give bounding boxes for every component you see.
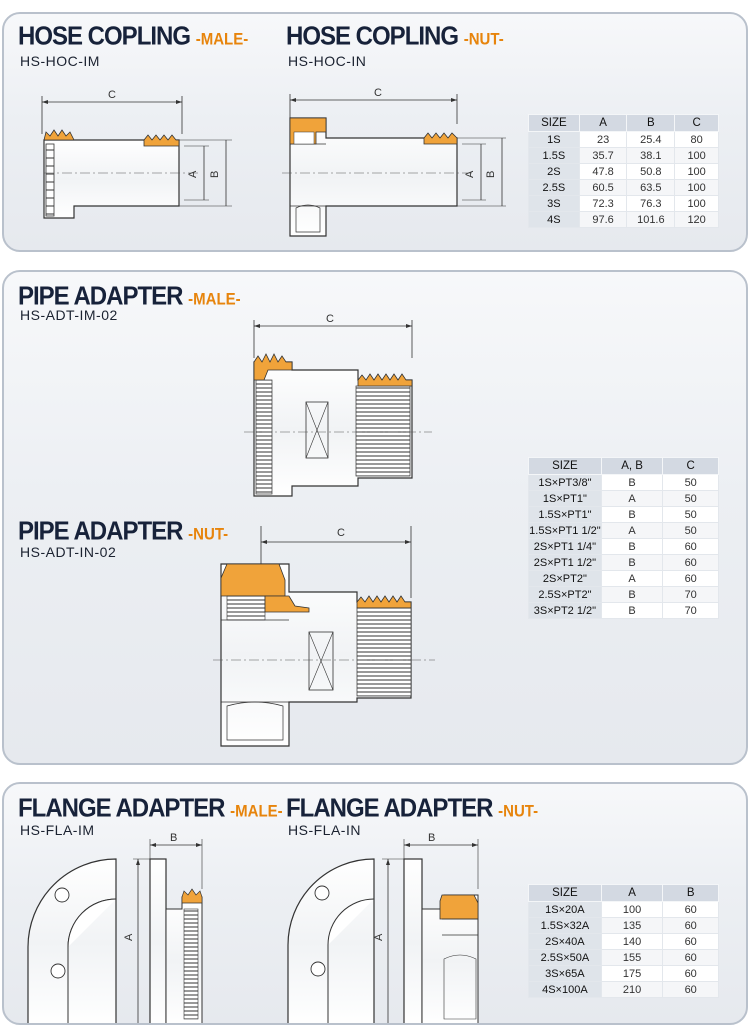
table-row xyxy=(529,148,719,164)
value-cell: 50 xyxy=(663,523,719,539)
column-header: C xyxy=(675,115,719,132)
dim-a-label: A xyxy=(373,933,385,941)
size-cell: 1.5S×32A xyxy=(529,918,602,934)
table-row xyxy=(529,982,719,998)
table-row xyxy=(529,555,719,571)
value-cell: 80 xyxy=(675,132,719,148)
value-cell: 50 xyxy=(663,475,719,491)
value-cell: 60 xyxy=(663,539,719,555)
size-cell: 1.5S xyxy=(529,148,580,164)
hose-coupling-spec-table xyxy=(528,114,719,228)
hose-coupling-male-drawing xyxy=(24,74,254,244)
size-cell: 3S×65A xyxy=(529,966,602,982)
pipe-adapter-nut-code: HS-ADT-IN-02 xyxy=(20,544,117,560)
value-cell: 60 xyxy=(663,571,719,587)
dim-c-label: C xyxy=(337,527,345,539)
pipe-adapter-nut-title: PIPE ADAPTER -NUT- xyxy=(18,517,229,547)
column-header: C xyxy=(663,458,719,475)
dim-b-label: B xyxy=(485,170,497,178)
table-row xyxy=(529,934,719,950)
table-row xyxy=(529,902,719,918)
value-cell: 60 xyxy=(663,902,719,918)
column-header: SIZE xyxy=(529,115,580,132)
dim-a-label: A xyxy=(464,170,476,178)
size-cell: 2.5S xyxy=(529,180,580,196)
flange-adapter-nut-title: FLANGE ADAPTER -NUT- xyxy=(286,794,539,824)
pipe-adapter-male-drawing xyxy=(236,310,436,505)
hose-coupling-male-code: HS-HOC-IM xyxy=(20,53,100,69)
size-cell: 2S×PT2" xyxy=(529,571,602,587)
table-row xyxy=(529,132,719,148)
flange-adapter-panel xyxy=(2,782,748,1025)
size-cell: 1.5S×PT1" xyxy=(529,507,602,523)
table-row xyxy=(529,523,719,539)
dim-c-label: C xyxy=(326,313,334,325)
column-header: A, B xyxy=(601,458,663,475)
value-cell: 38.1 xyxy=(627,148,675,164)
dim-b-label: B xyxy=(170,832,178,844)
value-cell: 60 xyxy=(663,555,719,571)
dim-c-label: C xyxy=(108,89,116,101)
value-cell: 60 xyxy=(663,966,719,982)
value-cell: 60 xyxy=(663,918,719,934)
value-cell: 60 xyxy=(663,934,719,950)
size-cell: 1.5S×PT1 1/2" xyxy=(529,524,601,537)
value-cell: 100 xyxy=(601,902,663,918)
value-cell: B xyxy=(601,555,663,571)
hose-coupling-male-title: HOSE COPLING -MALE- xyxy=(18,22,249,52)
value-cell: 50 xyxy=(663,491,719,507)
value-cell: 70 xyxy=(663,587,719,603)
value-cell: 210 xyxy=(601,982,663,998)
flange-adapter-spec-table xyxy=(528,884,719,998)
dim-a-label: A xyxy=(187,170,199,178)
value-cell: 35.7 xyxy=(579,148,627,164)
table-row xyxy=(529,507,719,523)
value-cell: 50.8 xyxy=(627,164,675,180)
flange-adapter-male-code: HS-FLA-IM xyxy=(20,822,95,838)
value-cell: 100 xyxy=(675,180,719,196)
value-cell: B xyxy=(601,475,663,491)
value-cell: A xyxy=(601,491,663,507)
value-cell: 175 xyxy=(601,966,663,982)
value-cell: 25.4 xyxy=(627,132,675,148)
column-header: B xyxy=(663,885,719,902)
table-row xyxy=(529,918,719,934)
hose-coupling-nut-drawing xyxy=(274,74,519,244)
flange-adapter-male-title: FLANGE ADAPTER -MALE- xyxy=(18,794,283,824)
flange-adapter-male-drawing xyxy=(18,829,218,1025)
size-cell: 1S×PT3/8" xyxy=(529,475,602,491)
size-cell: 2S×PT1 1/4" xyxy=(529,539,602,555)
value-cell: 60 xyxy=(663,982,719,998)
value-cell: 70 xyxy=(663,603,719,619)
value-cell: 23 xyxy=(579,132,627,148)
table-row xyxy=(529,164,719,180)
column-header: SIZE xyxy=(529,885,602,902)
size-cell: 2S xyxy=(529,164,580,180)
size-cell: 1S×20A xyxy=(529,902,602,918)
value-cell: 47.8 xyxy=(579,164,627,180)
table-row xyxy=(529,603,719,619)
value-cell: A xyxy=(601,523,663,539)
table-row xyxy=(529,950,719,966)
flange-adapter-nut-drawing xyxy=(282,829,492,1025)
value-cell: 72.3 xyxy=(579,196,627,212)
table-row xyxy=(529,196,719,212)
table-row xyxy=(529,539,719,555)
hose-coupling-panel xyxy=(2,12,748,252)
value-cell: 97.6 xyxy=(579,212,627,228)
pipe-adapter-spec-table xyxy=(528,457,719,619)
pipe-adapter-nut-drawing xyxy=(209,522,439,752)
value-cell: 50 xyxy=(663,507,719,523)
pipe-adapter-male-title: PIPE ADAPTER -MALE- xyxy=(18,282,241,312)
size-cell: 3S xyxy=(529,196,580,212)
size-cell: 2S×40A xyxy=(529,934,602,950)
value-cell: 155 xyxy=(601,950,663,966)
size-cell: 4S xyxy=(529,212,580,228)
flange-adapter-nut-code: HS-FLA-IN xyxy=(288,822,361,838)
value-cell: B xyxy=(601,587,663,603)
column-header: A xyxy=(579,115,627,132)
value-cell: 100 xyxy=(675,148,719,164)
pipe-adapter-panel xyxy=(2,270,748,765)
value-cell: 140 xyxy=(601,934,663,950)
size-cell: 4S×100A xyxy=(529,982,602,998)
value-cell: A xyxy=(601,571,663,587)
value-cell: B xyxy=(601,539,663,555)
table-row xyxy=(529,491,719,507)
table-row xyxy=(529,571,719,587)
value-cell: 135 xyxy=(601,918,663,934)
table-row xyxy=(529,966,719,982)
table-row xyxy=(529,587,719,603)
size-cell: 1S×PT1" xyxy=(529,491,602,507)
pipe-adapter-male-code: HS-ADT-IM-02 xyxy=(20,307,118,323)
value-cell: 63.5 xyxy=(627,180,675,196)
value-cell: 101.6 xyxy=(627,212,675,228)
size-cell: 2S×PT1 1/2" xyxy=(529,555,602,571)
dim-b-label: B xyxy=(428,832,436,844)
table-row xyxy=(529,475,719,491)
size-cell: 2.5S×50A xyxy=(529,950,602,966)
dim-a-label: A xyxy=(123,933,135,941)
value-cell: B xyxy=(601,507,663,523)
table-row xyxy=(529,212,719,228)
column-header: SIZE xyxy=(529,458,602,475)
size-cell: 1S xyxy=(529,132,580,148)
value-cell: 100 xyxy=(675,164,719,180)
column-header: B xyxy=(627,115,675,132)
value-cell: B xyxy=(601,603,663,619)
size-cell: 2.5S×PT2" xyxy=(529,587,602,603)
dim-c-label: C xyxy=(374,87,382,99)
column-header: A xyxy=(601,885,663,902)
value-cell: 60.5 xyxy=(579,180,627,196)
hose-coupling-nut-code: HS-HOC-IN xyxy=(288,53,367,69)
value-cell: 120 xyxy=(675,212,719,228)
dim-b-label: B xyxy=(209,170,221,178)
table-row xyxy=(529,180,719,196)
value-cell: 60 xyxy=(663,950,719,966)
value-cell: 100 xyxy=(675,196,719,212)
value-cell: 76.3 xyxy=(627,196,675,212)
hose-coupling-nut-title: HOSE COPLING -NUT- xyxy=(286,22,504,52)
size-cell: 3S×PT2 1/2" xyxy=(529,603,602,619)
